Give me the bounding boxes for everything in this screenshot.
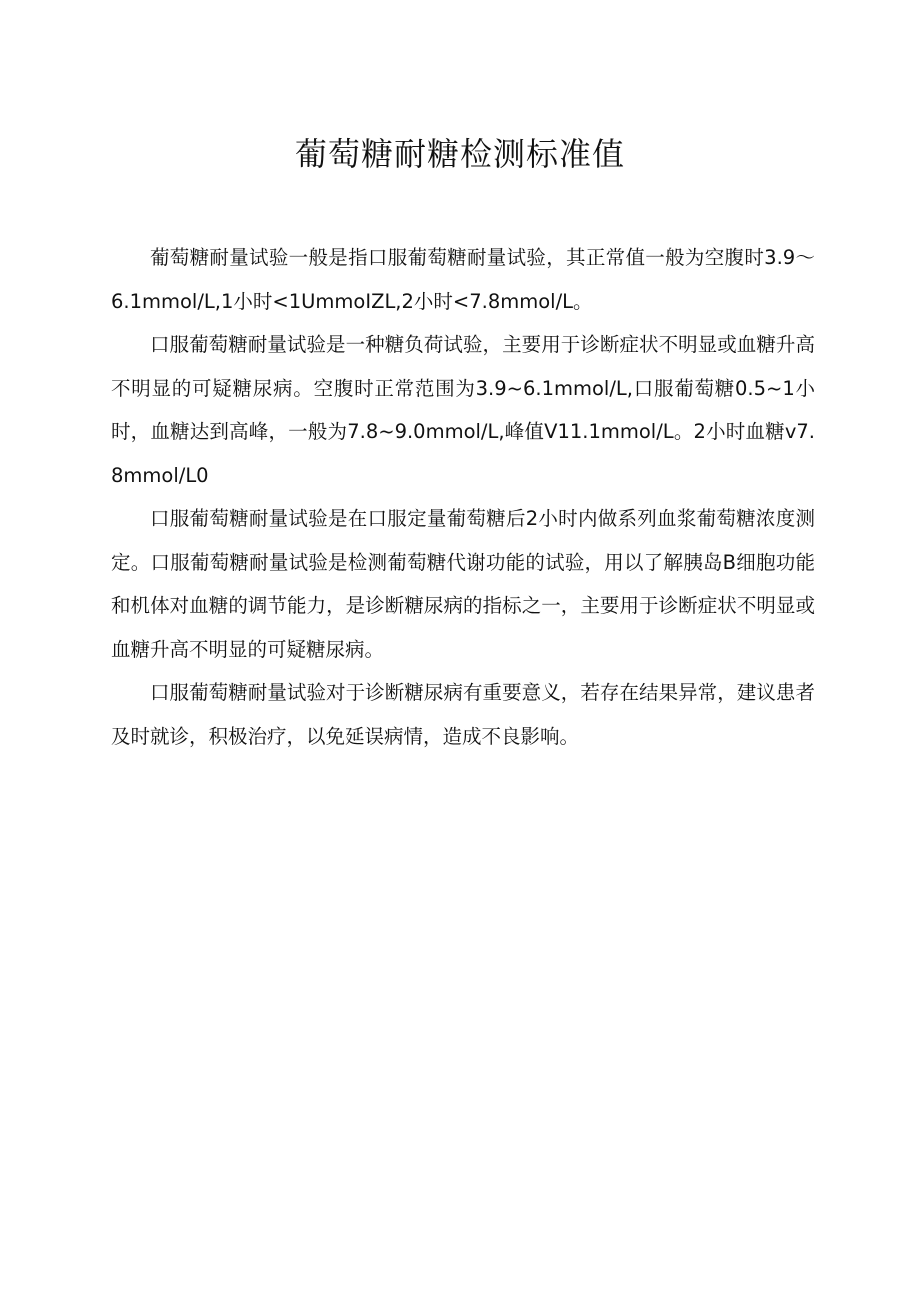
paragraph-4: 口服葡萄糖耐量试验对于诊断糖尿病有重要意义，若存在结果异常，建议患者及时就诊，积极治疗，以免延误病情，造成不良影响。 bbox=[111, 681, 815, 748]
document-body bbox=[111, 236, 815, 758]
paragraph-1: 葡萄糖耐量试验一般是指口服葡萄糖耐量试验，其正常值一般为空腹时3.9～6.1mmol/L,1小时<1UmmoIZL,2小时<7.8mmol/L。 bbox=[111, 246, 815, 313]
document-title: 葡萄糖耐糖检测标准值 bbox=[294, 135, 625, 173]
paragraph-2: 口服葡萄糖耐量试验是一种糖负荷试验，主要用于诊断症状不明显或血糖升高不明显的可疑糖尿病。空腹时正常范围为3.9~6.1mmol/L,口服葡萄糖0.5~1小时，血糖达到高峰，一般为7.8~9.0mmol/L,峰值V11.1mmol/L。2小时血糖v7.8mmol/L0 bbox=[111, 333, 815, 487]
paragraph-3: 口服葡萄糖耐量试验是在口服定量葡萄糖后2小时内做系列血浆葡萄糖浓度测定。口服葡萄糖耐量试验是检测葡萄糖代谢功能的试验，用以了解胰岛B细胞功能和机体对血糖的调节能力，是诊断糖尿病的指标之一，主要用于诊断症状不明显或血糖升高不明显的可疑糖尿病。 bbox=[111, 507, 815, 661]
